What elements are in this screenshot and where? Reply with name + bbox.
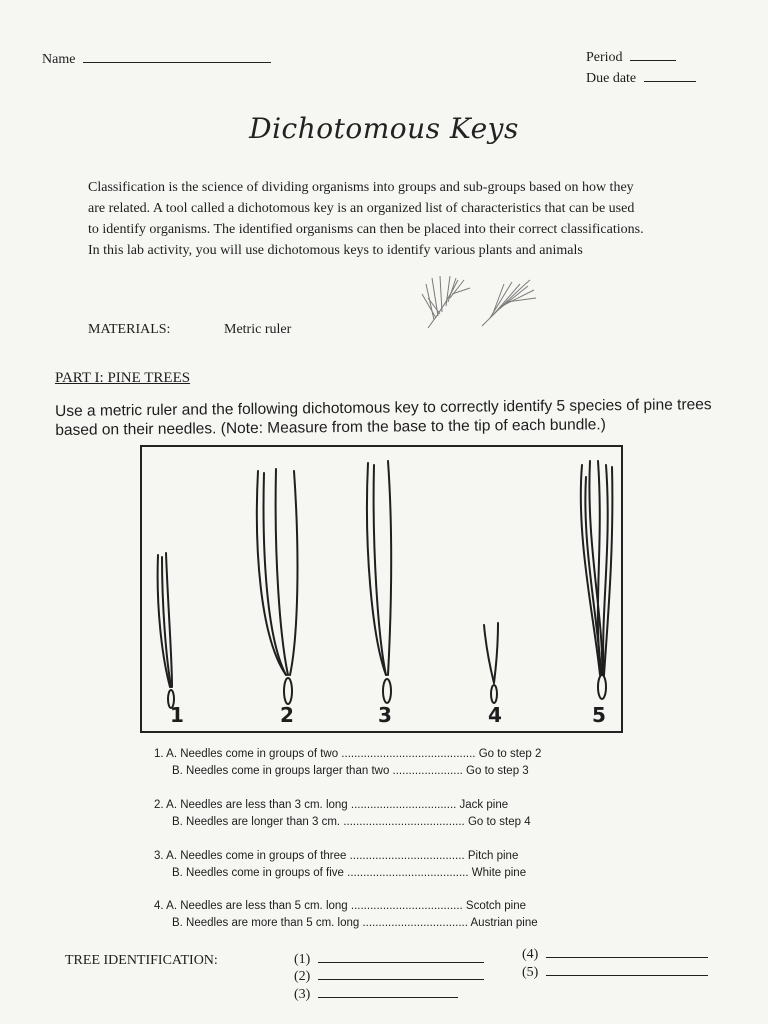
- part-one-heading: PART I: PINE TREES: [55, 370, 191, 386]
- instructions: Use a metric ruler and the following dichotomous key to correctly identify 5 species of pine trees based on their needles. (Note: Measure from the base to the tip of each bundle.): [55, 396, 712, 439]
- key-3a-result: Pitch pine: [467, 850, 519, 862]
- key-1b-result: Go to step 3: [466, 765, 529, 777]
- key-3b-result: White pine: [471, 867, 527, 879]
- tree-identification-label: TREE IDENTIFICATION:: [65, 953, 218, 968]
- period-field[interactable]: [586, 50, 676, 66]
- key-step-4: 4. A. Needles are less than 5 cm. long ................................... Scotch pine B. Needles are more than 5 cm. long ................................. Austrian pine: [154, 900, 538, 929]
- key-4a-result: Scotch pine: [465, 900, 527, 912]
- ident-number-4: (4): [522, 947, 539, 962]
- ident-field-3[interactable]: [294, 987, 458, 1003]
- due-date-field[interactable]: [586, 71, 696, 87]
- ident-number-3: (3): [294, 987, 311, 1002]
- ident-blank-3[interactable]: [318, 997, 458, 998]
- ident-number-1: (1): [294, 952, 311, 967]
- needle-label-4: 4: [488, 703, 502, 727]
- period-label: Period: [586, 50, 623, 65]
- materials-label: MATERIALS:: [88, 322, 171, 337]
- needle-label-5: 5: [592, 703, 606, 727]
- ident-field-2[interactable]: [294, 969, 484, 985]
- pine-branch-illustration: [420, 272, 540, 334]
- period-blank[interactable]: [630, 60, 676, 61]
- due-date-label: Due date: [586, 71, 637, 86]
- key-4b: B. Needles are more than 5 cm. long: [172, 917, 360, 929]
- key-3b: B. Needles come in groups of five: [172, 867, 344, 879]
- ident-field-4[interactable]: [522, 947, 708, 963]
- key-2b-result: Go to step 4: [467, 816, 531, 828]
- ident-number-5: (5): [522, 965, 539, 980]
- needle-label-3: 3: [378, 703, 392, 727]
- key-2b: B. Needles are longer than 3 cm.: [172, 816, 341, 828]
- pine-needles-figure: [140, 445, 623, 733]
- ident-blank-1[interactable]: [318, 962, 484, 963]
- ident-field-5[interactable]: [522, 965, 708, 981]
- name-field[interactable]: [42, 52, 271, 68]
- needle-label-2: 2: [280, 703, 294, 727]
- key-1a-result: Go to step 2: [478, 748, 542, 760]
- name-blank[interactable]: [83, 62, 271, 63]
- name-label: Name: [42, 52, 76, 67]
- key-2a-result: Jack pine: [459, 799, 509, 811]
- materials-value: Metric ruler: [224, 322, 292, 337]
- key-2a: 2. A. Needles are less than 3 cm. long: [154, 799, 348, 811]
- intro-paragraph: Classification is the science of dividing organisms into groups and sub-groups based on how they are related. A tool called a dichotomous key is an organized list of characteristics that can be used to identify organisms. The identified organisms can then be placed into their correct classifications. In this lab activity, you will use dichotomous keys to identify various plants and animals: [88, 180, 644, 258]
- key-3a: 3. A. Needles come in groups of three: [154, 850, 347, 862]
- needles-drawing: [142, 447, 621, 731]
- page-title: Dichotomous Keys: [249, 112, 519, 145]
- ident-field-1[interactable]: [294, 952, 484, 968]
- ident-blank-4[interactable]: [546, 957, 708, 958]
- key-4a: 4. A. Needles are less than 5 cm. long: [154, 900, 348, 912]
- ident-number-2: (2): [294, 969, 311, 984]
- key-step-1: 1. A. Needles come in groups of two .......................................... Go to step 2 B. Needles come in groups larger than two ...................... Go to step 3: [154, 748, 542, 777]
- due-date-blank[interactable]: [644, 81, 696, 82]
- key-step-2: 2. A. Needles are less than 3 cm. long ................................. Jack pine B. Needles are longer than 3 cm. ...................................... Go to step 4: [154, 799, 531, 828]
- key-1b: B. Needles come in groups larger than two: [172, 765, 390, 777]
- ident-blank-5[interactable]: [546, 975, 708, 976]
- key-step-3: 3. A. Needles come in groups of three .................................... Pitch pine B. Needles come in groups of five ...................................... White pine: [154, 850, 527, 879]
- key-1a: 1. A. Needles come in groups of two: [154, 748, 339, 760]
- needle-label-1: 1: [170, 703, 184, 727]
- key-4b-result: Austrian pine: [470, 917, 538, 929]
- ident-blank-2[interactable]: [318, 979, 484, 980]
